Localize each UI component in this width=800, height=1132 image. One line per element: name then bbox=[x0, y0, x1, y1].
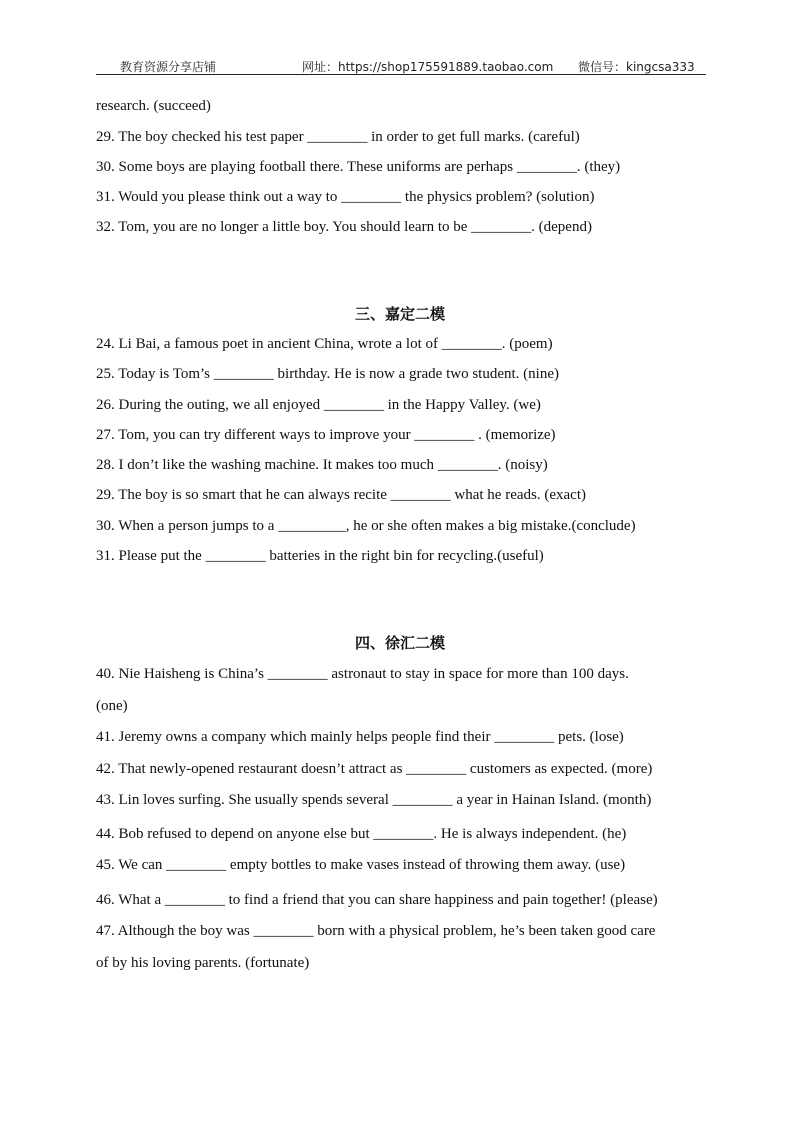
exercise-line: 27. Tom, you can try different ways to improve your ________ . (memorize) bbox=[96, 427, 556, 443]
exercise-line: 31. Please put the ________ batteries in the right bin for recycling.(useful) bbox=[96, 548, 544, 564]
exercise-line: 46. What a ________ to find a friend that you can share happiness and pain together! (please) bbox=[96, 892, 658, 908]
exercise-line: 30. When a person jumps to a _________, he or she often makes a big mistake.(conclude) bbox=[96, 518, 636, 534]
exercise-line: 29. The boy is so smart that he can always recite ________ what he reads. (exact) bbox=[96, 487, 586, 503]
header-shop-name: 教育资源分享店铺 bbox=[120, 60, 217, 74]
exercise-line: 25. Today is Tom’s ________ birthday. He is now a grade two student. (nine) bbox=[96, 366, 559, 382]
exercise-line: of by his loving parents. (fortunate) bbox=[96, 955, 310, 971]
exercise-line: 40. Nie Haisheng is China’s ________ astronaut to stay in space for more than 100 days. bbox=[96, 666, 629, 682]
exercise-line: 43. Lin loves surfing. She usually spends several ________ a year in Hainan Island. (month) bbox=[96, 792, 652, 808]
exercise-line: research. (succeed) bbox=[96, 98, 211, 114]
exercise-line: 31. Would you please think out a way to ________ the physics problem? (solution) bbox=[96, 189, 595, 205]
page-header bbox=[96, 56, 706, 74]
exercise-line: 28. I don’t like the washing machine. It makes too much ________. (noisy) bbox=[96, 457, 548, 473]
header-url: 网址：https://shop175591889.taobao.com bbox=[302, 60, 554, 74]
exercise-line: 45. We can ________ empty bottles to make vases instead of throwing them away. (use) bbox=[96, 857, 626, 873]
exercise-line: 42. That newly-opened restaurant doesn’t attract as ________ customers as expected. (more) bbox=[96, 761, 653, 777]
exercise-line: 41. Jeremy owns a company which mainly helps people find their ________ pets. (lose) bbox=[96, 729, 624, 745]
exercise-line: 32. Tom, you are no longer a little boy. You should learn to be ________. (depend) bbox=[96, 219, 592, 235]
header-divider bbox=[96, 74, 706, 75]
exercise-line: 44. Bob refused to depend on anyone else but ________. He is always independent. (he) bbox=[96, 826, 627, 842]
header-wechat: 微信号：kingcsa333 bbox=[578, 60, 695, 74]
exercise-line: 30. Some boys are playing football there. These uniforms are perhaps ________. (they) bbox=[96, 159, 621, 175]
exercise-line: 47. Although the boy was ________ born with a physical problem, he’s been taken good care bbox=[96, 923, 656, 939]
exercise-line: 24. Li Bai, a famous poet in ancient China, wrote a lot of ________. (poem) bbox=[96, 336, 553, 352]
exercise-line: 29. The boy checked his test paper ________ in order to get full marks. (careful) bbox=[96, 129, 580, 145]
exercise-line: 26. During the outing, we all enjoyed ________ in the Happy Valley. (we) bbox=[96, 397, 541, 413]
exercise-line: (one) bbox=[96, 698, 128, 714]
section-title: 四、徐汇二模 bbox=[354, 634, 445, 652]
section-title: 三、嘉定二模 bbox=[354, 305, 445, 323]
